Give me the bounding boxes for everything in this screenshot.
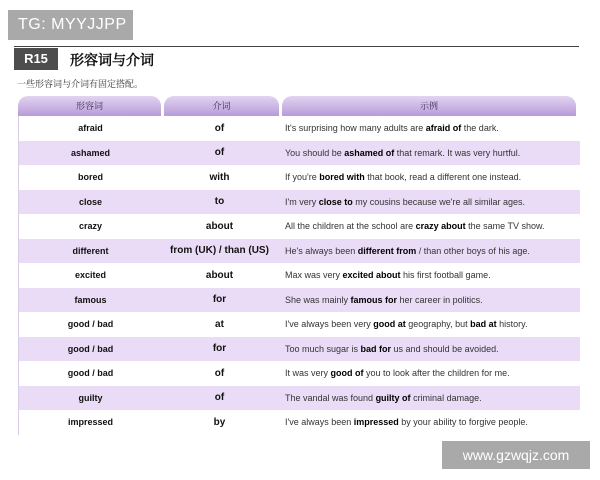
- example-cell: [277, 148, 571, 158]
- example-text: She was mainly: [285, 294, 351, 305]
- header-preposition: 介词: [164, 96, 279, 116]
- preposition-cell: from (UK) / than (US): [170, 245, 269, 257]
- preposition-cell: about: [205, 269, 234, 281]
- example-text: / than other boys of his age.: [416, 245, 530, 256]
- example-text: It's surprising how many adults are: [285, 123, 426, 134]
- table-row: [19, 165, 580, 190]
- example-highlight: guilty of: [375, 392, 411, 403]
- preposition-cell: for: [212, 294, 227, 306]
- example-cell: [277, 123, 571, 133]
- adjective-cell: different: [72, 245, 109, 256]
- adjective-cell: excited: [74, 270, 107, 281]
- example-text: history.: [496, 319, 528, 330]
- example-highlight: different from: [357, 245, 417, 256]
- example-text: It was very: [285, 368, 331, 379]
- table-header: [18, 96, 580, 116]
- example-highlight: famous for: [350, 294, 398, 305]
- table-row: [19, 263, 580, 288]
- table-row: [19, 361, 580, 386]
- table-row: [19, 190, 580, 215]
- collocation-table: [18, 96, 580, 435]
- example-cell: [277, 417, 571, 427]
- example-highlight: excited about: [342, 270, 401, 281]
- example-text: that book, read a different one instead.: [364, 172, 522, 183]
- example-highlight: good at: [373, 319, 406, 330]
- table-row: [19, 288, 580, 313]
- preposition-cell: of: [214, 122, 225, 134]
- example-highlight: bad for: [360, 343, 392, 354]
- table-row: [19, 239, 580, 264]
- section-title: 形容词与介词: [70, 52, 154, 68]
- adjective-cell: good / bad: [67, 319, 114, 330]
- example-text: criminal damage.: [410, 392, 482, 403]
- example-highlight: bad at: [470, 319, 497, 330]
- header-adjective: 形容词: [18, 96, 161, 116]
- preposition-cell: to: [214, 196, 225, 208]
- example-text: the dark.: [461, 123, 499, 134]
- table-row: [19, 116, 580, 141]
- table-row: [19, 214, 580, 239]
- example-text: that remark. It was very hurtful.: [394, 147, 521, 158]
- adjective-cell: afraid: [78, 123, 103, 134]
- section-header: [14, 46, 579, 70]
- adjective-cell: ashamed: [70, 147, 111, 158]
- table-row: [19, 312, 580, 337]
- example-text: Too much sugar is: [285, 343, 361, 354]
- example-cell: [277, 197, 571, 207]
- example-cell: [277, 319, 571, 329]
- example-text: He's always been: [285, 245, 358, 256]
- example-highlight: bored with: [319, 172, 365, 183]
- example-text: my cousins because we're all similar ages.: [352, 196, 526, 207]
- section-code: R15: [14, 48, 58, 70]
- adjective-cell: guilty: [78, 392, 103, 403]
- header-example: 示例: [282, 96, 576, 116]
- adjective-cell: good / bad: [67, 368, 114, 379]
- adjective-cell: crazy: [78, 221, 103, 232]
- example-highlight: impressed: [353, 417, 399, 428]
- adjective-cell: impressed: [67, 417, 114, 428]
- example-text: I've always been very: [285, 319, 374, 330]
- example-cell: [277, 344, 571, 354]
- preposition-cell: at: [215, 318, 224, 330]
- example-text: I'm very: [285, 196, 319, 207]
- example-highlight: crazy about: [415, 221, 466, 232]
- example-text: you to look after the children for me.: [363, 368, 510, 379]
- example-text: us and should be avoided.: [391, 343, 499, 354]
- table-row: [19, 337, 580, 362]
- example-text: her career in politics.: [397, 294, 483, 305]
- section-divider: [14, 46, 579, 47]
- preposition-cell: for: [212, 343, 227, 355]
- example-text: his first football game.: [400, 270, 491, 281]
- example-highlight: close to: [318, 196, 353, 207]
- example-text: All the children at the school are: [285, 221, 416, 232]
- example-cell: [277, 295, 571, 305]
- adjective-cell: bored: [77, 172, 103, 183]
- intro-text: 一些形容词与介词有固定搭配。: [17, 79, 144, 89]
- adjective-cell: close: [78, 196, 102, 207]
- table-row: [19, 410, 580, 435]
- preposition-cell: of: [214, 367, 225, 379]
- tg-badge: TG: MYYJJPP: [8, 10, 133, 40]
- example-text: by your ability to forgive people.: [398, 417, 528, 428]
- example-text: If you're: [285, 172, 320, 183]
- table-row: [19, 386, 580, 411]
- example-text: You should be: [285, 147, 345, 158]
- preposition-cell: about: [205, 220, 234, 232]
- example-text: I've always been: [285, 417, 354, 428]
- example-cell: [277, 172, 571, 182]
- example-cell: [277, 246, 571, 256]
- example-cell: [277, 368, 571, 378]
- example-highlight: ashamed of: [344, 147, 395, 158]
- example-highlight: afraid of: [425, 123, 462, 134]
- site-watermark: www.gzwqjz.com: [442, 441, 590, 469]
- example-cell: [277, 270, 571, 280]
- example-text: the same TV show.: [465, 221, 545, 232]
- preposition-cell: with: [209, 171, 230, 183]
- example-highlight: good of: [330, 368, 364, 379]
- preposition-cell: of: [214, 147, 225, 159]
- example-cell: [277, 221, 571, 231]
- preposition-cell: of: [214, 392, 225, 404]
- table-body: [18, 116, 580, 435]
- preposition-cell: by: [213, 416, 226, 428]
- adjective-cell: good / bad: [67, 343, 114, 354]
- example-text: Max was very: [285, 270, 343, 281]
- table-row: [19, 141, 580, 166]
- adjective-cell: famous: [74, 294, 107, 305]
- example-cell: [277, 393, 571, 403]
- example-text: geography, but: [405, 319, 471, 330]
- example-text: The vandal was found: [285, 392, 376, 403]
